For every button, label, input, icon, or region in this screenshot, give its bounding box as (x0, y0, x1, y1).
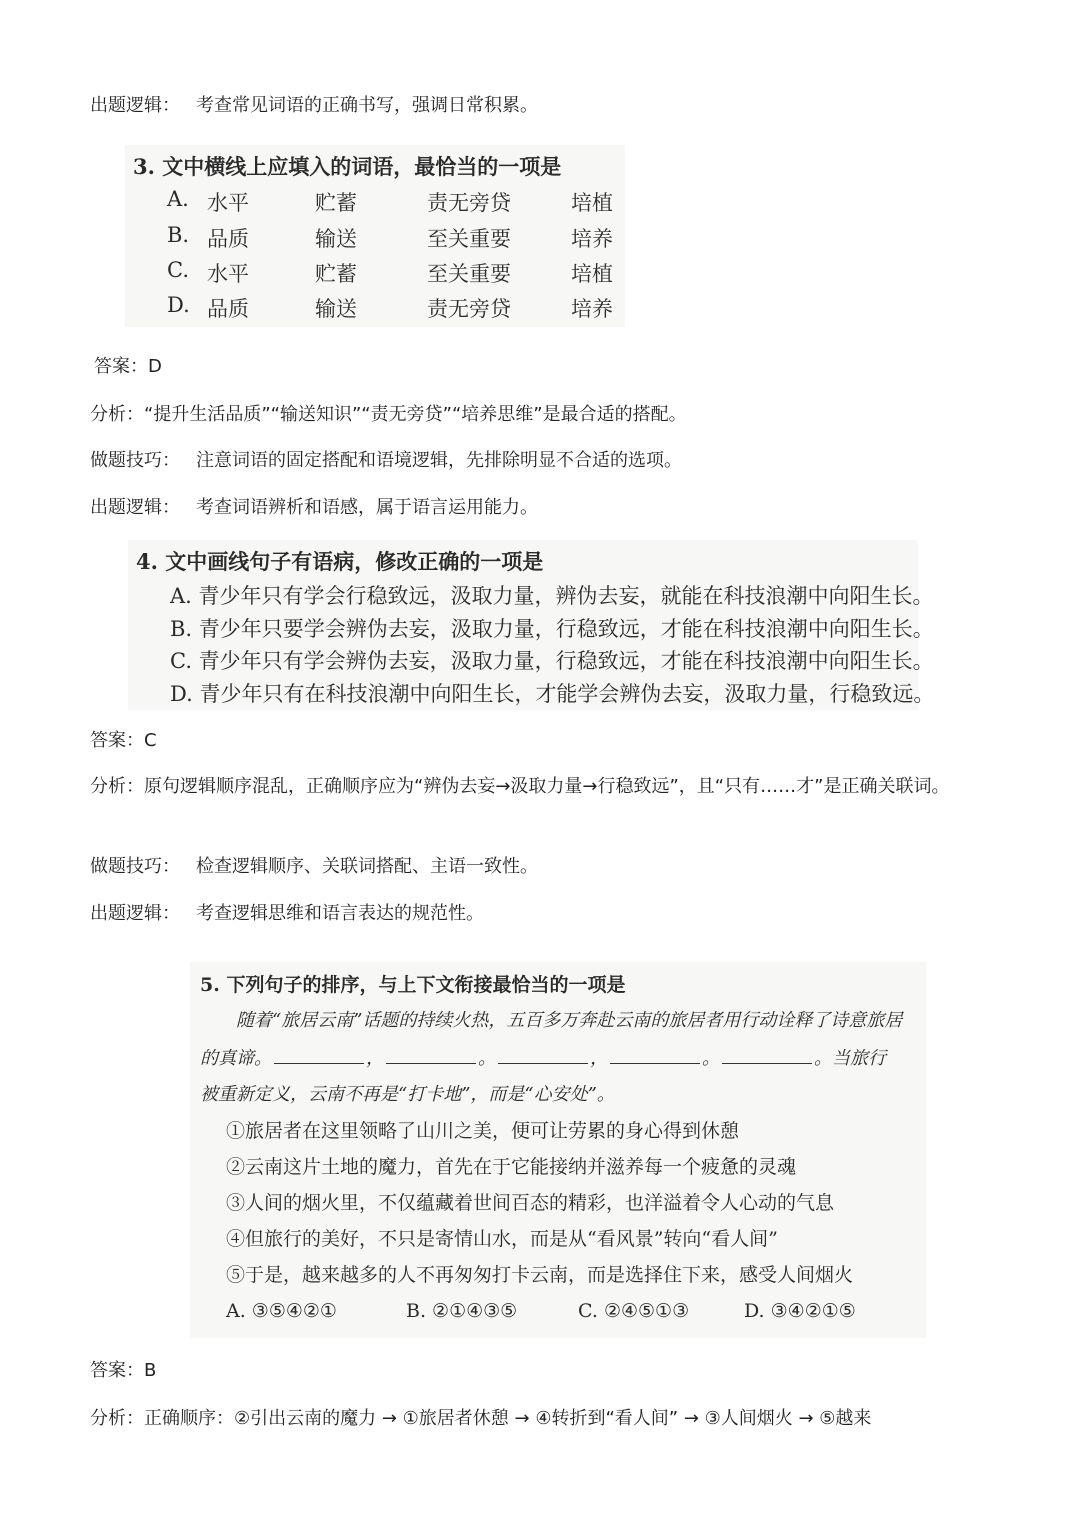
q3-option-b (125, 223, 625, 253)
option-word-2: 输送 (315, 227, 357, 251)
blank-punct: ， (366, 1048, 384, 1069)
q3-tip (90, 446, 682, 476)
blank-punct: 。 (814, 1048, 832, 1069)
q4-answer: 答案：C (90, 730, 157, 751)
q5-answer: 答案：B (90, 1360, 157, 1381)
fill-blank-3 (498, 1045, 588, 1064)
option-word-1: 品质 (207, 297, 249, 321)
option-letter: D. (167, 293, 190, 317)
fill-blank-5 (722, 1045, 812, 1064)
q3-option-a (125, 187, 625, 217)
option-word-3: 责无旁贷 (427, 191, 511, 215)
q4-analysis: 分析：原句逻辑顺序混乱，正确顺序应为“辨伪去妄→汲取力量→行稳致远”，且“只有……才”是正确关联词。 (90, 776, 950, 797)
question-5-scan (190, 962, 926, 1338)
option-word-2: 输送 (315, 297, 357, 321)
passage-start: 的真谛。 (200, 1048, 272, 1069)
q5-sentence-2: ②云南这片土地的魔力，首先在于它能接纳并滋养每一个疲惫的灵魂 (226, 1156, 797, 1178)
option-word-1: 水平 (207, 191, 249, 215)
fill-blank-2 (386, 1045, 476, 1064)
question-4-title: 4. 文中画线句子有语病，修改正确的一项是 (136, 549, 544, 574)
q5-sentence-4: ④但旅行的美好，不只是寄情山水，而是从“看风景”转向“看人间” (226, 1228, 778, 1250)
q5-passage-line-3: 被重新定义，云南不再是“打卡地”，而是“心安处”。 (200, 1084, 615, 1105)
q4-tip (90, 852, 538, 882)
q4-option-c: C. 青少年只有学会辨伪去妄，汲取力量，行稳致远，才能在科技浪潮中向阳生长。 (170, 649, 934, 673)
logic-text: 考查常见词语的正确书写，强调日常积累。 (196, 95, 538, 116)
q3-logic (90, 493, 538, 523)
q3-option-d (125, 293, 625, 323)
q5-choice-d: D. ③④②①⑤ (744, 1300, 856, 1322)
option-word-4: 培养 (571, 227, 613, 251)
q4-option-b: B. 青少年只要学会辨伪去妄，汲取力量，行稳致远，才能在科技浪潮中向阳生长。 (170, 617, 934, 641)
option-letter: C. (167, 258, 189, 282)
option-word-4: 培植 (571, 191, 613, 215)
q5-choice-b: B. ②①④③⑤ (406, 1300, 518, 1322)
question-4-scan (128, 540, 935, 710)
option-letter: A. (167, 187, 189, 211)
q4-option-d: D. 青少年只有在科技浪潮中向阳生长，才能学会辨伪去妄，汲取力量，行稳致远。 (170, 682, 935, 706)
option-word-2: 贮蓄 (315, 262, 357, 286)
option-word-4: 培植 (571, 262, 613, 286)
question-3-title: 3. 文中横线上应填入的词语，最恰当的一项是 (133, 154, 562, 179)
q4-logic (90, 899, 484, 929)
option-letter: B. (167, 223, 190, 247)
q5-sentence-1: ①旅居者在这里领略了山川之美，便可让劳累的身心得到休憩 (226, 1120, 740, 1142)
q4-option-a: A. 青少年只有学会行稳致远，汲取力量，辨伪去妄，就能在科技浪潮中向阳生长。 (170, 584, 934, 608)
option-word-1: 水平 (207, 262, 249, 286)
blank-punct: 。 (702, 1048, 720, 1069)
question-3-scan (125, 145, 625, 327)
fill-blank-4 (610, 1045, 700, 1064)
option-word-2: 贮蓄 (315, 191, 357, 215)
q3-answer: 答案：D (94, 356, 162, 377)
option-word-4: 培养 (571, 297, 613, 321)
option-word-3: 至关重要 (427, 227, 511, 251)
logic-label: 出题逻辑： (90, 95, 180, 116)
passage-end: 当旅行 (832, 1048, 886, 1069)
option-word-1: 品质 (207, 227, 249, 251)
q5-sentence-3: ③人间的烟火里，不仅蕴藏着世间百态的精彩，也洋溢着令人心动的气息 (226, 1192, 835, 1214)
logic-label: 出题逻辑： (90, 903, 180, 924)
q5-passage-line-1: 随着“旅居云南”话题的持续火热，五百多万奔赴云南的旅居者用行动诠释了诗意旅居 (236, 1010, 903, 1031)
logic-text: 考查逻辑思维和语言表达的规范性。 (196, 903, 484, 924)
question-5-title: 5. 下列句子的排序，与上下文衔接最恰当的一项是 (200, 974, 626, 996)
tip-text: 检查逻辑顺序、关联词搭配、主语一致性。 (196, 856, 538, 877)
tip-label: 做题技巧： (90, 856, 180, 877)
tip-label: 做题技巧： (90, 450, 180, 471)
tip-text: 注意词语的固定搭配和语境逻辑，先排除明显不合适的选项。 (196, 450, 682, 471)
q3-analysis: 分析：“提升生活品质”“输送知识”“责无旁贷”“培养思维”是最合适的搭配。 (90, 404, 687, 425)
option-word-3: 至关重要 (427, 262, 511, 286)
q3-option-c (125, 258, 625, 288)
fill-blank-1 (274, 1045, 364, 1064)
blank-punct: 。 (478, 1048, 496, 1069)
q5-sentence-5: ⑤于是，越来越多的人不再匆匆打卡云南，而是选择住下来，感受人间烟火 (226, 1264, 854, 1286)
question-logic-line (90, 91, 538, 121)
option-word-3: 责无旁贷 (427, 297, 511, 321)
logic-label: 出题逻辑： (90, 497, 180, 518)
q5-choice-c: C. ②④⑤①③ (578, 1300, 690, 1322)
blank-punct: ， (590, 1048, 608, 1069)
q5-choice-a: A. ③⑤④②① (226, 1300, 337, 1322)
q5-analysis: 分析：正确顺序：②引出云南的魔力 → ①旅居者休憩 → ④转折到“看人间” → ③人间烟火 → ⑤越来 (90, 1408, 872, 1429)
logic-text: 考查词语辨析和语感，属于语言运用能力。 (196, 497, 538, 518)
q5-passage-line-2 (200, 1044, 886, 1070)
